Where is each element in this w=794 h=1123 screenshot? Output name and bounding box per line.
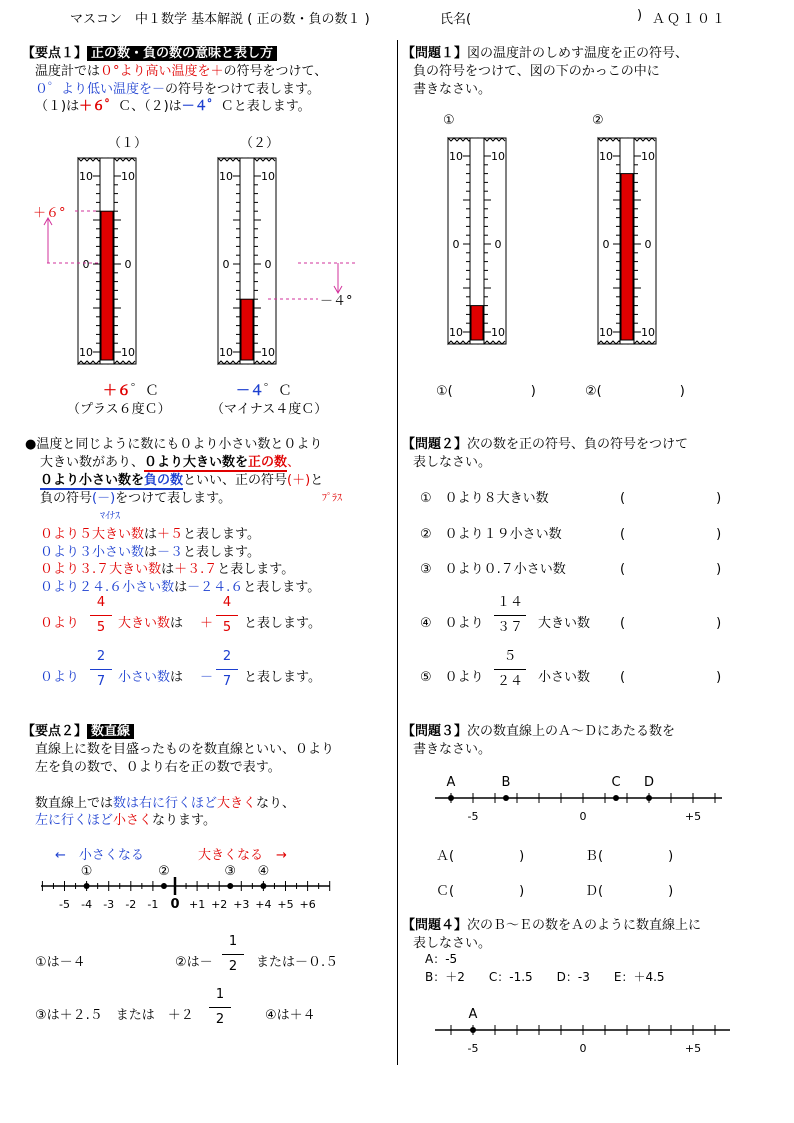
q2-line2: 表しなさい。: [413, 455, 492, 470]
thermometer2-reading: （マイナス４度Ｃ）: [211, 402, 328, 417]
tick-label: +5: [277, 898, 294, 911]
q1-line2: 負の符号をつけて、図の下のかっこの中に: [413, 64, 660, 79]
q2-answer-5[interactable]: ( ): [620, 670, 722, 685]
point2-line1: 直線上に数を目盛ったものを数直線といい、０より: [35, 742, 335, 757]
example-4: ０より２４.６小さい数は－２４.６と表します。: [40, 580, 321, 595]
tick-label: 10: [449, 326, 463, 339]
thermometer-2: [218, 158, 276, 364]
example-2: ０より３小さい数は－３と表します。: [40, 545, 261, 560]
tick-label: +2: [211, 898, 228, 911]
q2-item-5-prefix: ⑤ ０より: [420, 670, 484, 685]
tick-label: +5: [684, 810, 702, 823]
tick-label: +3: [233, 898, 250, 911]
q1-label-1: ①: [443, 113, 455, 128]
arrow-larger: 大きくなる →: [198, 848, 287, 863]
point2-line2: 左を負の数で、０より右を正の数で表す。: [35, 760, 281, 775]
point1-line1: 温度計では０°より高い温度を＋の符号をつけて、: [35, 64, 328, 79]
tick-label: 0: [644, 238, 652, 251]
worksheet-code: ＡＱ１０１: [652, 12, 728, 27]
arrow-smaller: ← 小さくなる: [55, 848, 144, 863]
q1-label-2: ②: [592, 113, 604, 128]
tick-label: +6: [299, 898, 316, 911]
point-marker: [646, 795, 652, 801]
example-5-fraction: 4 5: [84, 596, 118, 635]
number-line-example: [0, 858, 395, 918]
point1-title: 正の数・負の数の意味と表し方: [87, 46, 277, 61]
point-marker: [613, 795, 619, 801]
point-label: D: [643, 775, 655, 790]
tick-label: +5: [684, 1042, 702, 1055]
point-label: A: [468, 1007, 478, 1022]
point2-title: 数直線: [87, 724, 134, 739]
plus6-annotation: ＋６°: [33, 206, 66, 221]
q4-number-line[interactable]: [400, 1000, 792, 1060]
point-marker: [84, 883, 90, 889]
example-6-sign: －: [200, 670, 214, 685]
q2-item-3: ③ ０より０.７小さい数: [420, 562, 566, 577]
point2-line3: 数直線上では数は右に行くほど大きくなり、: [35, 796, 296, 811]
point-label: ④: [257, 864, 270, 879]
point2-heading: 【要点２】 数直線: [22, 720, 134, 739]
q1-line3: 書きなさい。: [413, 82, 492, 97]
q1-thermometers: [400, 130, 792, 360]
tick-label: 10: [641, 326, 655, 339]
q3-line2: 書きなさい。: [413, 742, 492, 757]
tick-label: +4: [255, 898, 272, 911]
minus-ruby: ﾏｲﾅｽ: [100, 511, 120, 522]
tick-label: 10: [599, 326, 613, 339]
point-marker: [470, 1027, 476, 1033]
para-line4: 負の符号(－)をつけて表します。: [40, 491, 232, 506]
q4-line3: A：-5: [425, 952, 458, 966]
tick-label: 10: [79, 170, 93, 183]
example-5-suffix: と表します。: [244, 616, 321, 631]
point1-line3: （１)は＋６゜Ｃ、（２)は－４゜Ｃと表します。: [35, 99, 311, 114]
q1-line1: 【問題１】図の温度計のしめす温度を正の符号、: [402, 46, 689, 61]
q2-item-2: ② ０より１９小さい数: [420, 527, 562, 542]
tick-label: 10: [79, 346, 93, 359]
point-marker: [260, 883, 266, 889]
tick-label: 10: [219, 346, 233, 359]
tick-label: 10: [449, 150, 463, 163]
tick-label: 10: [121, 346, 135, 359]
q2-line1: 【問題２】次の数を正の符号、負の符号をつけて: [402, 437, 689, 452]
example-1: ０より５大きい数は＋５と表します。: [40, 527, 261, 542]
q2-answer-4[interactable]: ( ): [620, 616, 722, 631]
para-line2: 大きい数があり、０より大きい数を正の数、: [40, 455, 301, 470]
tick-label: 0: [579, 810, 587, 823]
tick-label: 10: [261, 346, 275, 359]
example-6-fraction: 2 7: [84, 650, 118, 689]
tick-label: -1: [147, 898, 159, 911]
name-label: 氏名(: [440, 12, 472, 27]
tick-label: +1: [188, 898, 206, 911]
tick-label: -5: [59, 898, 70, 911]
point-label: A: [446, 775, 456, 790]
tick-label: 10: [491, 150, 505, 163]
mercury-column: [471, 306, 483, 340]
thermometer2-value: －４゜Ｃ: [236, 383, 292, 399]
q2-item-1: ① ０より８大きい数: [420, 491, 549, 506]
q1-thermometer-2: [598, 138, 656, 344]
example-5-text: 大きい数は: [118, 616, 184, 631]
q2-answer-3[interactable]: ( ): [620, 562, 722, 577]
point-label: ①: [80, 864, 93, 879]
name-close: ): [637, 8, 643, 23]
thermometer1-label: （１）: [108, 136, 148, 151]
answer-1: ①は－４: [35, 955, 86, 970]
tick-label: -2: [125, 898, 137, 911]
q4-line4: B：＋2 C：-1.5 D：-3 E：＋4.5: [425, 970, 665, 984]
tick-label: 0: [264, 258, 272, 271]
q3-answer-d[interactable]: Ｄ( ): [585, 884, 674, 899]
tick-label: 0: [124, 258, 132, 271]
q4-line2: 表しなさい。: [413, 936, 492, 951]
tick-label: 10: [599, 150, 613, 163]
q2-item-5-suffix: 小さい数: [538, 670, 591, 685]
q2-answer-2[interactable]: ( ): [620, 527, 722, 542]
q3-answer-c[interactable]: Ｃ( ): [436, 884, 525, 899]
point-marker: [448, 795, 454, 801]
point-label: B: [501, 775, 511, 790]
example-3: ０より３.７大きい数は＋３.７と表します。: [40, 562, 295, 577]
q2-item-4-prefix: ④ ０より: [420, 616, 484, 631]
tick-label: 0: [602, 238, 610, 251]
thermometer2-label: （２）: [240, 136, 280, 151]
answer-2-prefix: ②は－: [175, 955, 213, 970]
example-6-suffix: と表します。: [244, 670, 321, 685]
point-marker: [503, 795, 509, 801]
minus4-annotation: －４°: [320, 294, 353, 309]
answer-2-suffix: または－０.５: [256, 955, 339, 970]
tick-label: 0: [452, 238, 460, 251]
tick-label: 0: [222, 258, 230, 271]
page-title: マスコン 中１数学 基本解説 ( 正の数・負の数１ ): [70, 12, 370, 27]
q3-line1: 【問題３】次の数直線上のＡ～Ｄにあたる数を: [402, 724, 676, 739]
example-5-prefix: ０より: [40, 616, 80, 631]
tick-label: -5: [467, 810, 479, 823]
tick-label: -5: [467, 1042, 479, 1055]
answer-2-fraction: 1 2: [216, 935, 250, 974]
answer-4: ④は＋４: [265, 1008, 316, 1023]
mercury-column: [241, 299, 253, 360]
q1-thermometer-1: [448, 138, 506, 344]
point-marker: [161, 883, 167, 889]
q3-answer-a[interactable]: Ａ( ): [436, 849, 525, 864]
tick-label: 10: [491, 326, 505, 339]
q2-item-4-fraction: １４ ３７: [490, 596, 530, 635]
tick-label: 0: [579, 1042, 587, 1055]
answer-3: ③は＋２.５ または ＋２: [35, 1008, 194, 1023]
tick-label: 0: [494, 238, 502, 251]
plus-ruby: ﾌﾟﾗｽ: [322, 493, 342, 504]
column-divider: [397, 40, 398, 1065]
q2-answer-1[interactable]: ( ): [620, 491, 722, 506]
example-6-fraction-answer: 2 7: [210, 650, 244, 689]
point-label: ②: [158, 864, 170, 879]
point1-heading: [22, 42, 277, 61]
tick-label: 10: [641, 150, 655, 163]
tick-label: 0: [170, 897, 180, 912]
q2-item-4-suffix: 大きい数: [538, 616, 591, 631]
thermometer1-value: ＋６゜Ｃ: [103, 383, 159, 399]
example-5-fraction-answer: 4 5: [210, 596, 244, 635]
point1-line2: ０゜より低い温度を－の符号をつけて表します。: [35, 82, 320, 97]
thermometer1-reading: （プラス６度Ｃ）: [67, 402, 171, 417]
mercury-column: [621, 174, 633, 340]
example-6-prefix: ０より: [40, 670, 80, 685]
para-line3: ０より小さい数を負の数といい、正の符号(＋)と: [40, 473, 324, 488]
thermometer-1: [78, 158, 136, 364]
q1-answer-2[interactable]: ②( ): [585, 384, 685, 399]
point1-tag: 【要点１】: [22, 46, 88, 61]
answer-3-fraction: 1 2: [203, 988, 237, 1027]
point2-line4: 左に行くほど小さくなります。: [35, 813, 216, 828]
point-label: ③: [224, 864, 237, 879]
tick-label: 10: [261, 170, 275, 183]
point1-thermometers: [0, 150, 395, 380]
q3-answer-b[interactable]: Ｂ( ): [585, 849, 674, 864]
example-5-sign: ＋: [200, 616, 214, 631]
tick-label: 10: [121, 170, 135, 183]
tick-label: -3: [103, 898, 115, 911]
q4-line1: 【問題４】次のＢ～Ｅの数をＡのように数直線上に: [402, 918, 702, 933]
mercury-column: [101, 211, 113, 360]
para-line1: ●温度と同じように数にも０より小さい数と０より: [25, 437, 323, 452]
q1-answer-1[interactable]: ①( ): [436, 384, 536, 399]
q2-item-5-fraction: ５ ２４: [490, 650, 530, 689]
tick-label: -4: [81, 898, 93, 911]
tick-label: 10: [219, 170, 233, 183]
tick-label: 0: [82, 258, 90, 271]
q3-number-line: [400, 770, 792, 830]
example-6-text: 小さい数は: [118, 670, 184, 685]
point-marker: [227, 883, 233, 889]
point-label: C: [611, 775, 621, 790]
